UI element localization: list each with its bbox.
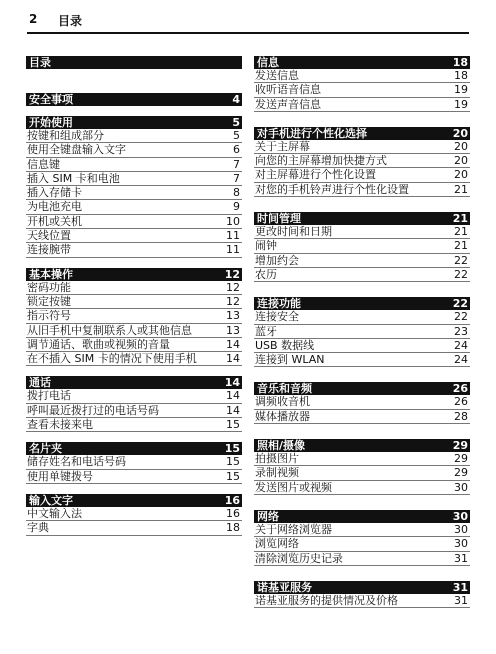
entry-page-number: 26	[454, 395, 468, 409]
section-page-number: 30	[452, 509, 468, 523]
entry-title: 开机或关机	[27, 214, 82, 228]
entry-page-number: 14	[226, 337, 240, 351]
toc-entry[interactable]	[254, 466, 470, 480]
toc-entry[interactable]	[254, 310, 470, 324]
entry-page-number: 11	[226, 229, 240, 243]
entry-page-number: 29	[454, 466, 468, 480]
section-heading[interactable]	[26, 56, 242, 69]
section-title: 照相/摄像	[257, 439, 306, 453]
entry-page-number: 30	[454, 522, 468, 536]
toc-section	[254, 510, 470, 566]
toc-entry[interactable]	[254, 452, 470, 466]
entry-page-number: 11	[226, 243, 240, 257]
section-title: 对手机进行个性化选择	[257, 126, 367, 140]
section-page-number: 22	[452, 297, 468, 311]
entry-page-number: 7	[233, 157, 240, 171]
toc-entry[interactable]	[26, 309, 242, 323]
toc-section	[254, 581, 470, 608]
toc-entry[interactable]	[26, 186, 242, 200]
entry-page-number: 18	[226, 521, 240, 535]
section-heading[interactable]	[254, 581, 470, 594]
entry-title: 呼叫最近拨打过的电话号码	[27, 403, 159, 417]
page-header	[27, 10, 469, 34]
section-title: 基本操作	[29, 267, 73, 281]
toc-section	[26, 116, 242, 258]
entry-title: 诺基亚服务的提供情况及价格	[255, 593, 398, 607]
toc-section	[254, 56, 470, 112]
entry-page-number: 15	[226, 455, 240, 469]
section-page-number: 18	[452, 56, 468, 69]
entry-page-number: 14	[226, 389, 240, 403]
entry-page-number: 12	[226, 280, 240, 294]
entry-title: 插入存储卡	[27, 186, 82, 200]
toc-entry[interactable]	[26, 404, 242, 418]
section-title: 输入文字	[29, 493, 73, 507]
toc-entry[interactable]	[26, 470, 242, 484]
entry-title: 对主屏幕进行个性化设置	[255, 168, 376, 182]
section-heading[interactable]	[26, 376, 242, 389]
entry-title: 从旧手机中复制联系人或其他信息	[27, 323, 192, 337]
section-page-number: 16	[224, 493, 240, 507]
entry-title: 在不插入 SIM 卡的情况下使用手机	[27, 352, 197, 366]
entry-page-number: 8	[233, 186, 240, 200]
entry-title: 增加约会	[255, 253, 299, 267]
toc-entry[interactable]	[254, 395, 470, 409]
entry-title: 收听语音信息	[255, 83, 321, 97]
entry-title: 向您的主屏幕增加快捷方式	[255, 154, 387, 168]
toc-entry[interactable]	[254, 225, 470, 239]
entry-title: 闹钟	[255, 239, 277, 253]
section-heading[interactable]	[254, 297, 470, 310]
section-page-number: 12	[224, 267, 240, 281]
toc-entry[interactable]	[26, 229, 242, 243]
entry-page-number: 20	[454, 154, 468, 168]
toc-entry[interactable]	[254, 353, 470, 367]
toc-entry[interactable]	[254, 268, 470, 282]
entry-title: 插入 SIM 卡和电池	[27, 171, 120, 185]
toc-entry[interactable]	[254, 168, 470, 182]
section-title: 名片夹	[29, 442, 62, 456]
entry-page-number: 21	[454, 225, 468, 239]
section-title: 开始使用	[29, 116, 73, 129]
entry-page-number: 20	[454, 139, 468, 153]
toc-entry[interactable]	[254, 154, 470, 168]
entry-page-number: 29	[454, 452, 468, 466]
entry-title: 媒体播放器	[255, 409, 310, 423]
toc-entry[interactable]	[26, 324, 242, 338]
entry-title: 储存姓名和电话号码	[27, 455, 126, 469]
entry-page-number: 31	[454, 551, 468, 565]
entry-title: 信息键	[27, 157, 60, 171]
entry-page-number: 5	[233, 129, 240, 142]
toc-entry[interactable]	[254, 239, 470, 253]
entry-title: USB 数据线	[255, 338, 315, 352]
entry-title: 调频收音机	[255, 395, 310, 409]
entry-title: 更改时间和日期	[255, 225, 332, 239]
entry-title: 蓝牙	[255, 324, 277, 338]
entry-page-number: 15	[226, 418, 240, 432]
entry-title: 发送声音信息	[255, 97, 321, 111]
entry-title: 连接安全	[255, 310, 299, 324]
toc-entry[interactable]	[26, 215, 242, 229]
section-page-number: 29	[452, 439, 468, 453]
toc-entry[interactable]	[26, 352, 242, 366]
entry-title: 字典	[27, 521, 49, 535]
toc-entry[interactable]	[254, 523, 470, 537]
entry-page-number: 7	[233, 171, 240, 185]
section-page-number: 14	[224, 376, 240, 390]
entry-title: 拨打电话	[27, 389, 71, 403]
entry-title: 调节通话、歌曲或视频的音量	[27, 337, 170, 351]
entry-title: 浏览网络	[255, 537, 299, 551]
entry-page-number: 6	[233, 143, 240, 157]
entry-page-number: 13	[226, 309, 240, 323]
toc-entry[interactable]	[26, 143, 242, 157]
entry-page-number: 24	[454, 338, 468, 352]
toc-entry[interactable]	[254, 410, 470, 424]
toc-entry[interactable]	[254, 325, 470, 339]
section-title: 安全事项	[29, 93, 73, 106]
toc-entry[interactable]	[254, 594, 470, 608]
section-title: 时间管理	[257, 212, 301, 226]
toc-entry[interactable]	[254, 140, 470, 154]
section-title: 音乐和音频	[257, 382, 312, 396]
entry-title: 关于网络浏览器	[255, 522, 332, 536]
section-title: 信息	[257, 56, 279, 69]
toc-section	[254, 439, 470, 495]
toc-entry[interactable]	[26, 129, 242, 143]
section-page-number: 21	[452, 212, 468, 226]
entry-title: 指示符号	[27, 309, 71, 323]
entry-title: 录制视频	[255, 466, 299, 480]
section-page-number: 31	[452, 580, 468, 594]
toc-section	[26, 268, 242, 367]
entry-page-number: 22	[454, 310, 468, 324]
entry-page-number: 20	[454, 168, 468, 182]
section-page-number: 20	[452, 126, 468, 140]
toc-entry[interactable]	[26, 455, 242, 469]
entry-title: 连接到 WLAN	[255, 353, 325, 367]
entry-page-number: 15	[226, 469, 240, 483]
toc-entry[interactable]	[254, 481, 470, 495]
entry-title: 查看未接来电	[27, 418, 93, 432]
section-heading[interactable]	[254, 510, 470, 523]
toc-entry[interactable]	[26, 389, 242, 403]
entry-page-number: 14	[226, 352, 240, 366]
section-title: 通话	[29, 376, 51, 390]
entry-title: 对您的手机铃声进行个性化设置	[255, 182, 409, 196]
toc-section	[26, 442, 242, 484]
section-title: 诺基亚服务	[257, 580, 312, 594]
toc-left-column	[26, 56, 242, 536]
section-heading[interactable]	[26, 268, 242, 281]
toc-section	[254, 297, 470, 367]
page-title: 目录	[58, 14, 83, 28]
section-heading[interactable]	[26, 442, 242, 455]
entry-title: 农历	[255, 267, 277, 281]
section-title: 网络	[257, 509, 279, 523]
entry-title: 锁定按键	[27, 294, 71, 308]
toc-entry[interactable]	[26, 338, 242, 352]
toc-entry[interactable]	[254, 83, 470, 97]
toc-right-column	[254, 56, 470, 608]
entry-title: 关于主屏幕	[255, 139, 310, 153]
toc-entry[interactable]	[254, 552, 470, 566]
toc-entry[interactable]	[26, 200, 242, 214]
section-heading[interactable]	[254, 382, 470, 395]
toc-entry[interactable]	[26, 243, 242, 257]
section-heading[interactable]	[26, 93, 242, 106]
section-heading[interactable]	[26, 494, 242, 507]
toc-entry[interactable]	[26, 418, 242, 432]
entry-title: 清除浏览历史记录	[255, 551, 343, 565]
entry-title: 按键和组成部分	[27, 129, 104, 142]
entry-page-number: 14	[226, 403, 240, 417]
section-page-number: 5	[232, 116, 240, 129]
entry-page-number: 28	[454, 409, 468, 423]
entry-title: 拍摄图片	[255, 452, 299, 466]
entry-title: 发送信息	[255, 69, 299, 82]
entry-page-number: 12	[226, 294, 240, 308]
entry-page-number: 22	[454, 253, 468, 267]
entry-title: 连接腕带	[27, 243, 71, 257]
section-heading[interactable]	[254, 56, 470, 69]
entry-page-number: 9	[233, 200, 240, 214]
toc-entry[interactable]	[26, 281, 242, 295]
toc-section	[26, 93, 242, 106]
toc-entry[interactable]	[254, 254, 470, 268]
toc-section	[26, 56, 242, 69]
section-heading[interactable]	[254, 127, 470, 140]
entry-title: 为电池充电	[27, 200, 82, 214]
entry-title: 天线位置	[27, 229, 71, 243]
toc-section	[254, 212, 470, 282]
section-title: 目录	[29, 56, 51, 69]
entry-page-number: 10	[226, 214, 240, 228]
toc-section	[254, 382, 470, 424]
entry-page-number: 31	[454, 593, 468, 607]
toc-entry[interactable]	[26, 295, 242, 309]
entry-title: 使用全键盘输入文字	[27, 143, 126, 157]
toc-entry[interactable]	[26, 158, 242, 172]
entry-title: 密码功能	[27, 280, 71, 294]
section-page-number: 15	[224, 442, 240, 456]
toc-entry[interactable]	[26, 172, 242, 186]
section-heading[interactable]	[254, 212, 470, 225]
entry-page-number: 30	[454, 480, 468, 494]
entry-page-number: 30	[454, 537, 468, 551]
entry-page-number: 24	[454, 353, 468, 367]
toc-entry[interactable]	[254, 98, 470, 112]
section-heading[interactable]	[254, 439, 470, 452]
entry-page-number: 18	[454, 69, 468, 82]
toc-entry[interactable]	[26, 507, 242, 521]
toc-entry[interactable]	[254, 183, 470, 197]
page-number: 2	[29, 12, 38, 26]
toc-section	[26, 494, 242, 536]
toc-entry[interactable]	[254, 537, 470, 551]
entry-page-number: 21	[454, 182, 468, 196]
toc-entry[interactable]	[26, 521, 242, 535]
entry-title: 发送图片或视频	[255, 480, 332, 494]
entry-page-number: 21	[454, 239, 468, 253]
toc-section	[254, 127, 470, 197]
toc-entry[interactable]	[254, 339, 470, 353]
entry-page-number: 13	[226, 323, 240, 337]
entry-page-number: 19	[454, 83, 468, 97]
section-heading[interactable]	[26, 116, 242, 129]
entry-page-number: 19	[454, 97, 468, 111]
section-page-number: 26	[452, 382, 468, 396]
entry-title: 中文输入法	[27, 506, 82, 520]
entry-page-number: 16	[226, 506, 240, 520]
toc-entry[interactable]	[254, 69, 470, 83]
entry-page-number: 23	[454, 324, 468, 338]
toc-section	[26, 376, 242, 432]
section-page-number: 4	[232, 93, 240, 106]
entry-page-number: 22	[454, 267, 468, 281]
entry-title: 使用单键拨号	[27, 469, 93, 483]
section-title: 连接功能	[257, 297, 301, 311]
